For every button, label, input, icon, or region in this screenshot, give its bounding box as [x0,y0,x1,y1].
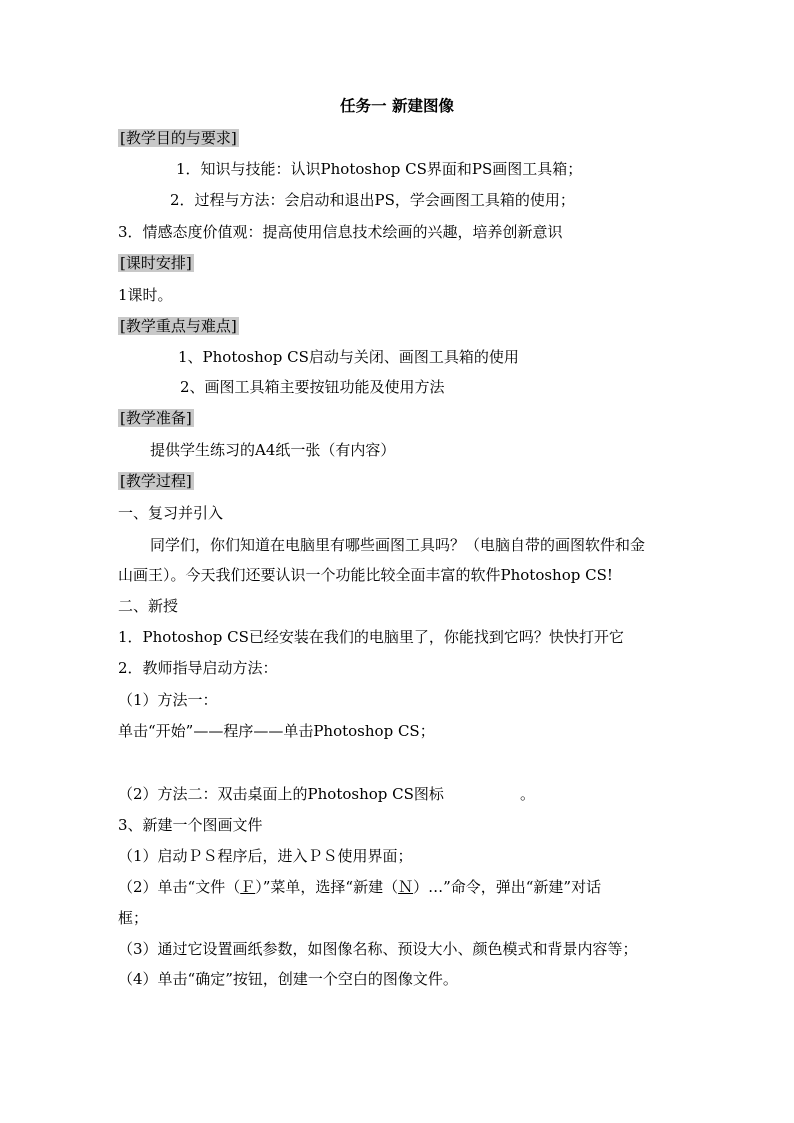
sub-step-2-part-c: ）…”命令，弹出“新建”对话 [413,878,602,896]
sub-step-2-part-a: （2）单击“文件（ [118,878,241,896]
method-2-text: （2）方法二：双击桌面上的Photoshop CS图标 [118,785,444,803]
goal-item-2: 2．过程与方法：会启动和退出PS，学会画图工具箱的使用； [170,191,575,209]
method-2-end: 。 [520,785,536,803]
key-point-1: 1、Photoshop CS启动与关闭、画图工具箱的使用 [178,348,519,366]
step-3: 3、新建一个图画文件 [118,816,263,834]
process-heading [118,471,194,491]
file-menu-hotkey: Ｆ [240,878,256,896]
goals-heading-label: [教学目的与要求] [120,129,237,147]
sub-step-2-line-2: 框； [118,909,149,927]
goal-item-3: 3．情感态度价值观：提高使用信息技术绘画的兴趣，培养创新意识 [118,223,563,241]
sub-step-4: （4）单击“确定”按钮，创建一个空白的图像文件。 [118,970,458,988]
key-heading [118,316,239,336]
prep-heading-label: [教学准备] [120,409,192,427]
goal-item-1: 1．知识与技能：认识Photoshop CS界面和PS画图工具箱； [176,160,583,178]
goals-heading [118,128,239,148]
sub-step-2-part-b: ）”菜单，选择“新建（ [255,878,399,896]
new-command-hotkey: Ｎ [398,878,414,896]
method-1-text: 单击“开始”——程序——单击Photoshop CS； [118,722,435,740]
time-text: 1课时。 [118,286,173,304]
process-heading-label: [教学过程] [120,472,192,490]
key-heading-label: [教学重点与难点] [120,317,237,335]
key-point-2: 2、画图工具箱主要按钮功能及使用方法 [180,378,445,396]
part1-title: 一、复习并引入 [118,504,224,522]
prep-heading [118,408,194,428]
sub-step-1: （1）启动ＰＳ程序后，进入ＰＳ使用界面； [118,847,413,865]
time-heading [118,253,194,273]
part1-line-2: 山画王）。今天我们还要认识一个功能比较全面丰富的软件Photoshop CS! [118,566,613,584]
part1-line-1: 同学们，你们知道在电脑里有哪些画图工具吗？（电脑自带的画图软件和金 [150,536,646,554]
sub-step-3: （3）通过它设置画纸参数，如图像名称、预设大小、颜色模式和背景内容等； [118,940,638,958]
document-title: 任务一 新建图像 [340,96,454,115]
time-heading-label: [课时安排] [120,254,192,272]
sub-step-2 [118,877,601,897]
prep-text: 提供学生练习的A4纸一张（有内容） [150,441,396,459]
part2-title: 二、新授 [118,597,179,615]
step-1: 1．Photoshop CS已经安装在我们的电脑里了，你能找到它吗？快快打开它 [118,628,624,646]
method-1-label: （1）方法一： [118,691,218,709]
step-2: 2．教师指导启动方法： [118,659,278,677]
